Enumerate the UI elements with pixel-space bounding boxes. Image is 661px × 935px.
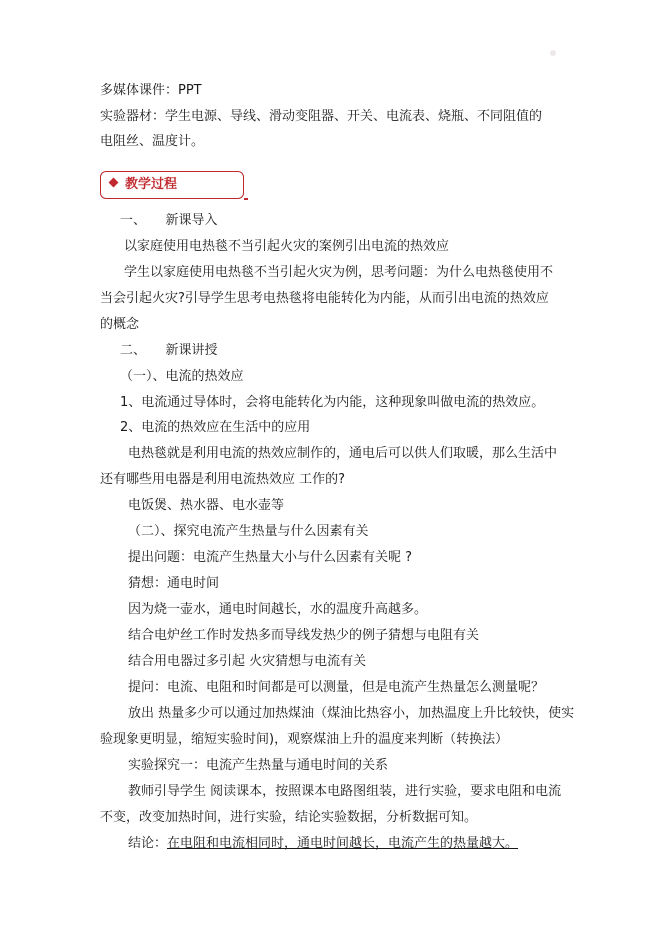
guess-1: 猜想：通电时间 [128, 576, 220, 591]
intro-para-3: 的概念 [100, 317, 140, 332]
guess-2: 因为烧一壶水，通电时间越长，水的温度升高越多。 [128, 602, 428, 617]
intro-para-1: 学生以家庭使用电热毯不当引起火灾为例，思考问题：为什么电热毯使用不 [124, 265, 554, 280]
materials-line-1: 实验器材：学生电源、导线、滑动变阻器、开关、电流表、烧瓶、不同阻值的 [100, 109, 543, 124]
point-1: 1、电流通过导体时，会将电能转化为内能，这种现象叫做电流的热效应。 [120, 395, 545, 410]
conclusion [128, 835, 518, 853]
point-3b: 还有哪些用电器是利用电流热效应 工作的? [100, 472, 346, 487]
question-1: 提出问题：电流产生热量大小与什么因素有关呢 ? [128, 550, 413, 565]
media-line: 多媒体课件：PPT [100, 83, 202, 98]
subheading-2: （二）、探究电流产生热量与什么因素有关 [128, 524, 369, 539]
section-divider [244, 198, 248, 200]
appliances: 电饭煲、热水器、电水壶等 [128, 498, 285, 513]
guess-4: 结合用电器过多引起 火灾猜想与电流有关 [128, 654, 367, 669]
experiment-para-1: 教师引导学生 阅读课本，按照课本电路图组装，进行实验，要求电阻和电流 [128, 784, 562, 799]
guess-3: 结合电炉丝工作时发热多而导线发热少的例子猜想与电阻有关 [128, 628, 480, 643]
conclusion-label: 结论： [128, 836, 168, 851]
method-2: 验现象更明显，缩短实验时间)，观察煤油上升的温度来判断（转换法） [100, 732, 509, 747]
section-header [100, 171, 244, 199]
section-title: 教学过程 [125, 177, 178, 192]
diamond-icon [109, 178, 119, 188]
experiment-title: 实验探究一：电流产生热量与通电时间的关系 [128, 758, 389, 773]
conclusion-text: 在电阻和电流相同时，通电时间越长，电流产生的热量越大。 [167, 836, 519, 851]
method-1: 放出 热量多少可以通过加热煤油（煤油比热容小，加热温度上升比较快，使实 [128, 706, 575, 721]
experiment-para-2: 不变，改变加热时间，进行实验，结论实验数据，分析数据可知。 [100, 810, 478, 825]
subheading-1: （一）、电流的热效应 [120, 369, 244, 384]
heading-intro: 一、 新课导入 [120, 213, 218, 228]
intro-para-2: 当会引起火灾?引导学生思考电热毯将电能转化为内能，从而引出电流的热效应 [100, 291, 549, 306]
point-2: 2、电流的热效应在生活中的应用 [120, 420, 311, 435]
point-3a: 电热毯就是利用电流的热效应制作的，通电后可以供人们取暖，那么生活中 [128, 446, 558, 461]
materials-line-2: 电阻丝、温度计。 [100, 134, 205, 149]
question-2: 提问：电流、电阻和时间都是可以测量，但是电流产生热量怎么测量呢？ [128, 680, 545, 695]
heading-teaching: 二、 新课讲授 [120, 343, 218, 358]
intro-case: 以家庭使用电热毯不当引起火灾的案例引出电流的热效应 [124, 239, 450, 254]
decorative-mark [550, 50, 556, 56]
